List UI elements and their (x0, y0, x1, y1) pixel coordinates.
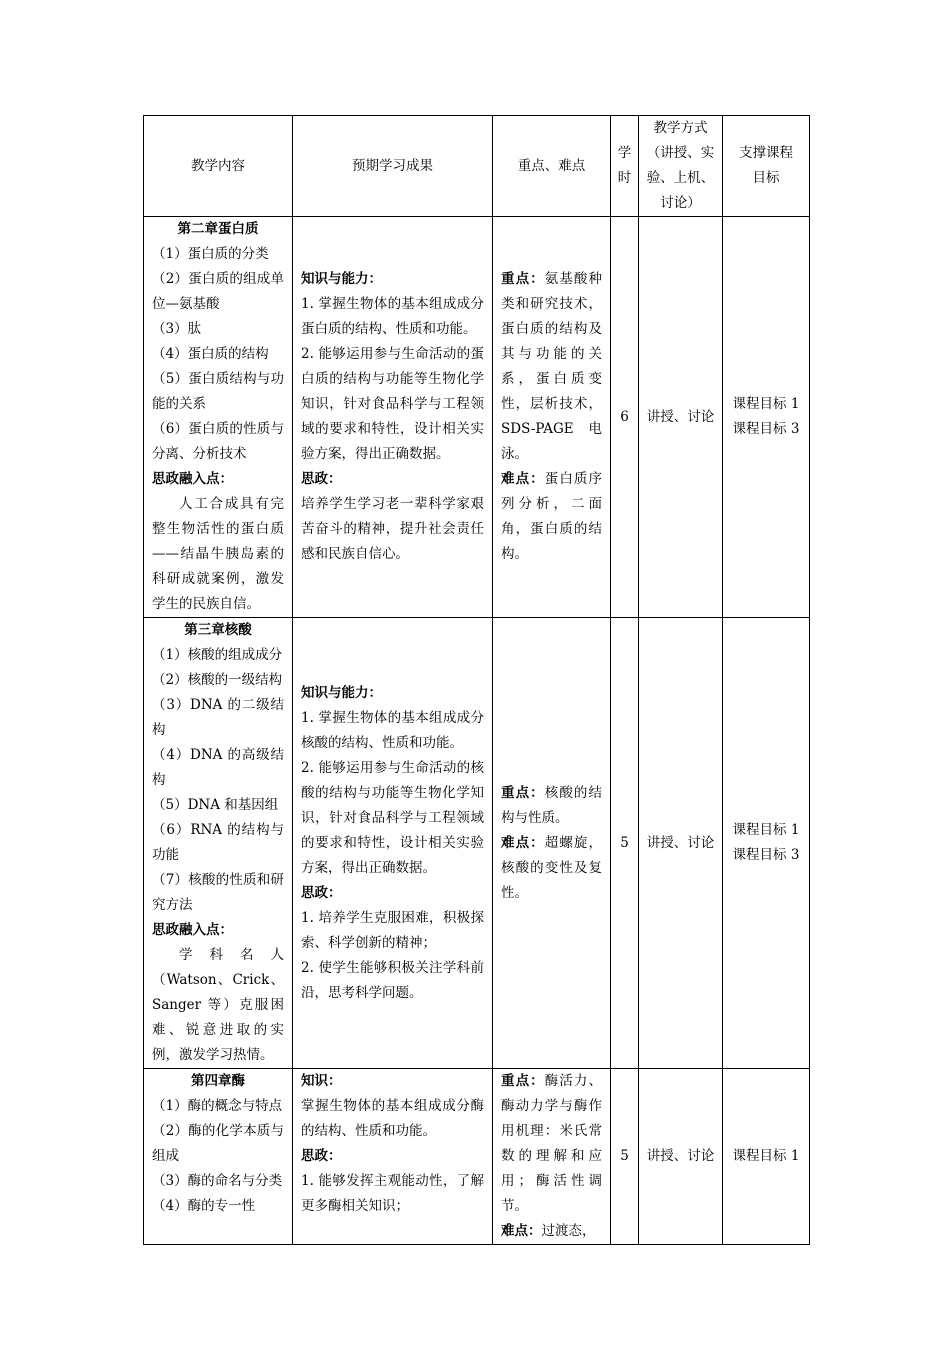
content-item: （2）蛋白质的组成单位—氨基酸 (152, 271, 284, 312)
key-text: 核酸的结构与性质。 (501, 784, 602, 826)
key-label: 重点： (501, 1073, 545, 1089)
header-content: 教学内容 (144, 116, 293, 217)
difficulty-label: 难点： (501, 834, 545, 851)
knowledge-label: 知识： (301, 1073, 342, 1089)
ideology-text: 学科名人（Watson、Crick、Sanger 等）克服困难、锐意进取的实例，激发学习热情。 (152, 947, 284, 1063)
content-item: （5）蛋白质结构与功能的关系 (152, 371, 284, 412)
objective-cell (723, 217, 810, 618)
ideology-label: 思政融入点： (152, 471, 233, 487)
header-hours: 学时 (611, 116, 639, 217)
content-item: （3）酶的命名与分类 (152, 1173, 283, 1189)
knowledge-item: 2. 能够运用参与生命活动的核酸的结构与功能等生物化学知识，针对食品科学与工程领域的要求和特性，设计相关实验方案，得出正确数据。 (301, 759, 484, 876)
chapter-title: 第三章核酸 (184, 622, 252, 638)
content-cell (144, 618, 293, 1069)
header-outcomes: 预期学习成果 (293, 116, 493, 217)
hours-cell: 6 (611, 217, 639, 618)
content-item: （3）肽 (152, 321, 202, 337)
key-label: 重点： (501, 271, 545, 287)
content-item: （1）酶的概念与特点 (152, 1098, 283, 1114)
header-row (144, 116, 810, 217)
method-cell: 讲授、讨论 (639, 1069, 723, 1245)
difficulty-label: 难点： (501, 1223, 542, 1239)
header-key-points: 重点、难点 (493, 116, 611, 217)
content-cell (144, 1069, 293, 1245)
content-item: （2）核酸的一级结构 (152, 672, 283, 688)
objective-item: 课程目标 1 (732, 396, 800, 412)
knowledge-item: 1. 掌握生物体的基本组成成分核酸的结构、性质和功能。 (301, 709, 484, 751)
table-row (144, 1069, 810, 1245)
ideology-goal-item: 2. 使学生能够积极关注学科前沿，思考科学问题。 (301, 959, 484, 1001)
header-method: 教学方式（讲授、实验、上机、讨论） (639, 116, 723, 217)
key-points-cell (493, 1069, 611, 1245)
content-item: （6）RNA 的结构与功能 (152, 822, 284, 863)
hours-cell: 5 (611, 618, 639, 1069)
content-item: （1）核酸的组成成分 (152, 647, 283, 663)
content-item: （1）蛋白质的分类 (152, 246, 269, 262)
ideology-label: 思政融入点： (152, 922, 233, 938)
content-item: （3）DNA 的二级结构 (152, 697, 284, 738)
ideology-goal-item: 1. 培养学生克服困难，积极探索、科学创新的精神； (301, 909, 484, 951)
outcomes-cell (293, 1069, 493, 1245)
chapter-title: 第二章蛋白质 (177, 221, 259, 237)
difficulty-text: 超螺旋，核酸的变性及复性。 (501, 834, 602, 901)
header-objective: 支撑课程目标 (723, 116, 810, 217)
method-cell: 讲授、讨论 (639, 618, 723, 1069)
chapter-title: 第四章酶 (191, 1073, 245, 1089)
key-label: 重点： (501, 784, 545, 801)
content-item: （6）蛋白质的性质与分离、分析技术 (152, 421, 284, 462)
objective-item: 课程目标 1 (732, 1148, 800, 1164)
key-text: 氨基酸种类和研究技术，蛋白质的结构及其与功能的关系，蛋白质变性，层析技术，SDS-PAGE电泳。 (501, 271, 602, 462)
objective-item: 课程目标 1 (732, 822, 800, 838)
knowledge-label: 知识与能力： (301, 271, 382, 287)
objective-cell (723, 1069, 810, 1245)
ideology-goal-item: 培养学生学习老一辈科学家艰苦奋斗的精神，提升社会责任感和民族自信心。 (301, 496, 484, 562)
objective-item: 课程目标 3 (732, 847, 800, 863)
content-item: （7）核酸的性质和研究方法 (152, 872, 284, 913)
content-item: （2）酶的化学本质与组成 (152, 1123, 284, 1164)
objective-item: 课程目标 3 (732, 421, 800, 437)
ideology-goal-label: 思政： (301, 471, 342, 487)
ideology-goal-label: 思政： (301, 1148, 342, 1164)
key-text: 酶活力、酶动力学与酶作用机理：米氏常数的理解和应用；酶活性调节。 (501, 1073, 602, 1214)
knowledge-label: 知识与能力： (301, 684, 382, 701)
content-cell (144, 217, 293, 618)
key-points-cell (493, 618, 611, 1069)
knowledge-item: 掌握生物体的基本组成成分酶的结构、性质和功能。 (301, 1098, 484, 1139)
ideology-text: 人工合成具有完整生物活性的蛋白质——结晶牛胰岛素的科研成就案例，激发学生的民族自信。 (152, 496, 284, 612)
difficulty-label: 难点： (501, 471, 545, 487)
knowledge-item: 1. 掌握生物体的基本组成成分蛋白质的结构、性质和功能。 (301, 296, 484, 337)
key-points-cell (493, 217, 611, 618)
ideology-goal-item: 1. 能够发挥主观能动性，了解更多酶相关知识； (301, 1173, 484, 1214)
content-item: （4）蛋白质的结构 (152, 346, 269, 362)
objective-cell (723, 618, 810, 1069)
ideology-goal-label: 思政： (301, 884, 342, 901)
table-row (144, 217, 810, 618)
outcomes-cell (293, 217, 493, 618)
content-item: （4）酶的专一性 (152, 1198, 256, 1214)
method-cell: 讲授、讨论 (639, 217, 723, 618)
difficulty-text: 过渡态， (541, 1223, 596, 1239)
table-row (144, 618, 810, 1069)
knowledge-item: 2. 能够运用参与生命活动的蛋白质的结构与功能等生物化学知识，针对食品科学与工程领域的要求和特性，设计相关实验方案，得出正确数据。 (301, 346, 484, 462)
difficulty-text: 蛋白质序列分析，二面角，蛋白质的结构。 (501, 471, 602, 562)
syllabus-table (143, 115, 810, 1245)
outcomes-cell (293, 618, 493, 1069)
content-item: （5）DNA 和基因组 (152, 797, 279, 813)
hours-cell: 5 (611, 1069, 639, 1245)
content-item: （4）DNA 的高级结构 (152, 747, 284, 788)
